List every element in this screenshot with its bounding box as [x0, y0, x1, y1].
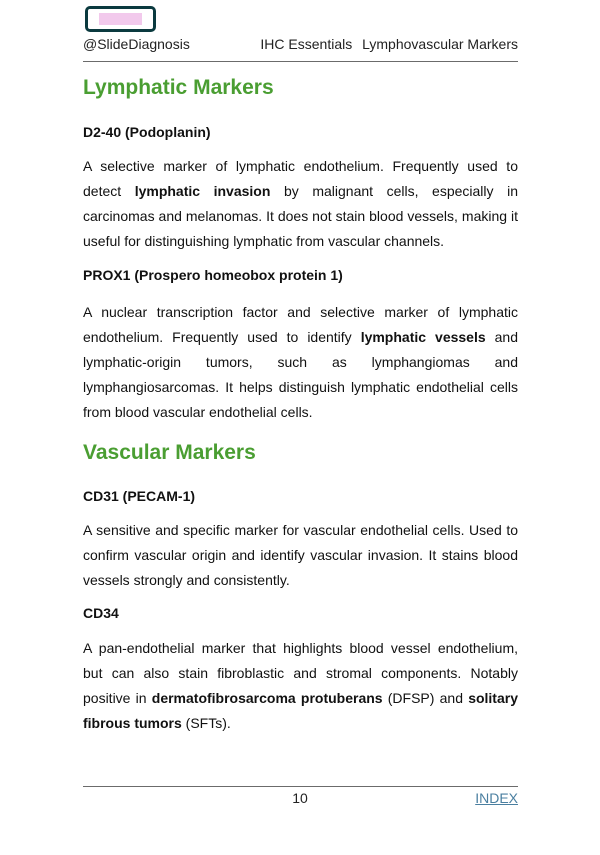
- desc-emphasis: dermatofibrosarcoma protuberans: [151, 690, 383, 706]
- desc-text: (SFTs).: [181, 715, 231, 731]
- desc-text: A sensitive and specific marker for vascular endothelial cells. Used to confirm vascular origin and identify vascular invasion. It stains blood vessels strongly and consistently.: [83, 522, 518, 588]
- desc-emphasis: solitary fibrous tumors: [83, 690, 518, 731]
- index-link[interactable]: INDEX: [475, 790, 518, 806]
- section-title-lymphatic: Lymphatic Markers: [83, 76, 274, 99]
- marker-description-prox1: [83, 300, 518, 425]
- marker-title-cd31: CD31 (PECAM-1): [83, 488, 196, 504]
- logo: [85, 6, 156, 32]
- marker-description-cd31: [83, 518, 518, 593]
- desc-text: A nuclear transcription factor and selective marker of lymphatic endothelium. Frequently used to identify: [83, 304, 518, 345]
- desc-emphasis: lymphatic invasion: [134, 183, 271, 199]
- header-book-title: IHC Essentials: [260, 36, 353, 52]
- desc-emphasis: lymphatic vessels: [360, 329, 486, 345]
- header-divider: [83, 61, 518, 62]
- marker-title-prox1: PROX1 (Prospero homeobox protein 1): [83, 267, 343, 283]
- marker-description-d2-40: [83, 154, 518, 254]
- header-chapter-title: Lymphovascular Markers: [362, 36, 518, 52]
- desc-text: A pan-endothelial marker that highlights blood vessel endothelium, but can also stain fibroblastic and stromal components. Notably positive in: [83, 640, 518, 706]
- header-handle: @SlideDiagnosis: [83, 36, 190, 52]
- marker-title-cd34: CD34: [83, 605, 119, 621]
- desc-text: and lymphatic-origin tumors, such as lymphangiomas and lymphangiosarcomas. It helps distinguish lymphatic endothelial cells from blood vascular endothelial cells.: [83, 329, 518, 420]
- marker-description-cd34: [83, 636, 518, 736]
- footer-divider: [83, 786, 518, 787]
- page-content: [83, 70, 518, 736]
- section-title-vascular: Vascular Markers: [83, 441, 256, 464]
- desc-text: A selective marker of lymphatic endothelium. Frequently used to detect: [83, 158, 518, 199]
- header-titles: [260, 36, 518, 52]
- logo-fill: [99, 13, 142, 25]
- marker-title-d2-40: D2-40 (Podoplanin): [83, 124, 211, 140]
- desc-text: (DFSP) and: [382, 690, 469, 706]
- page-number: 10: [292, 790, 308, 806]
- desc-text: by malignant cells, especially in carcinomas and melanomas. It does not stain blood vessels, making it useful for distinguishing lymphatic from vascular channels.: [83, 183, 518, 249]
